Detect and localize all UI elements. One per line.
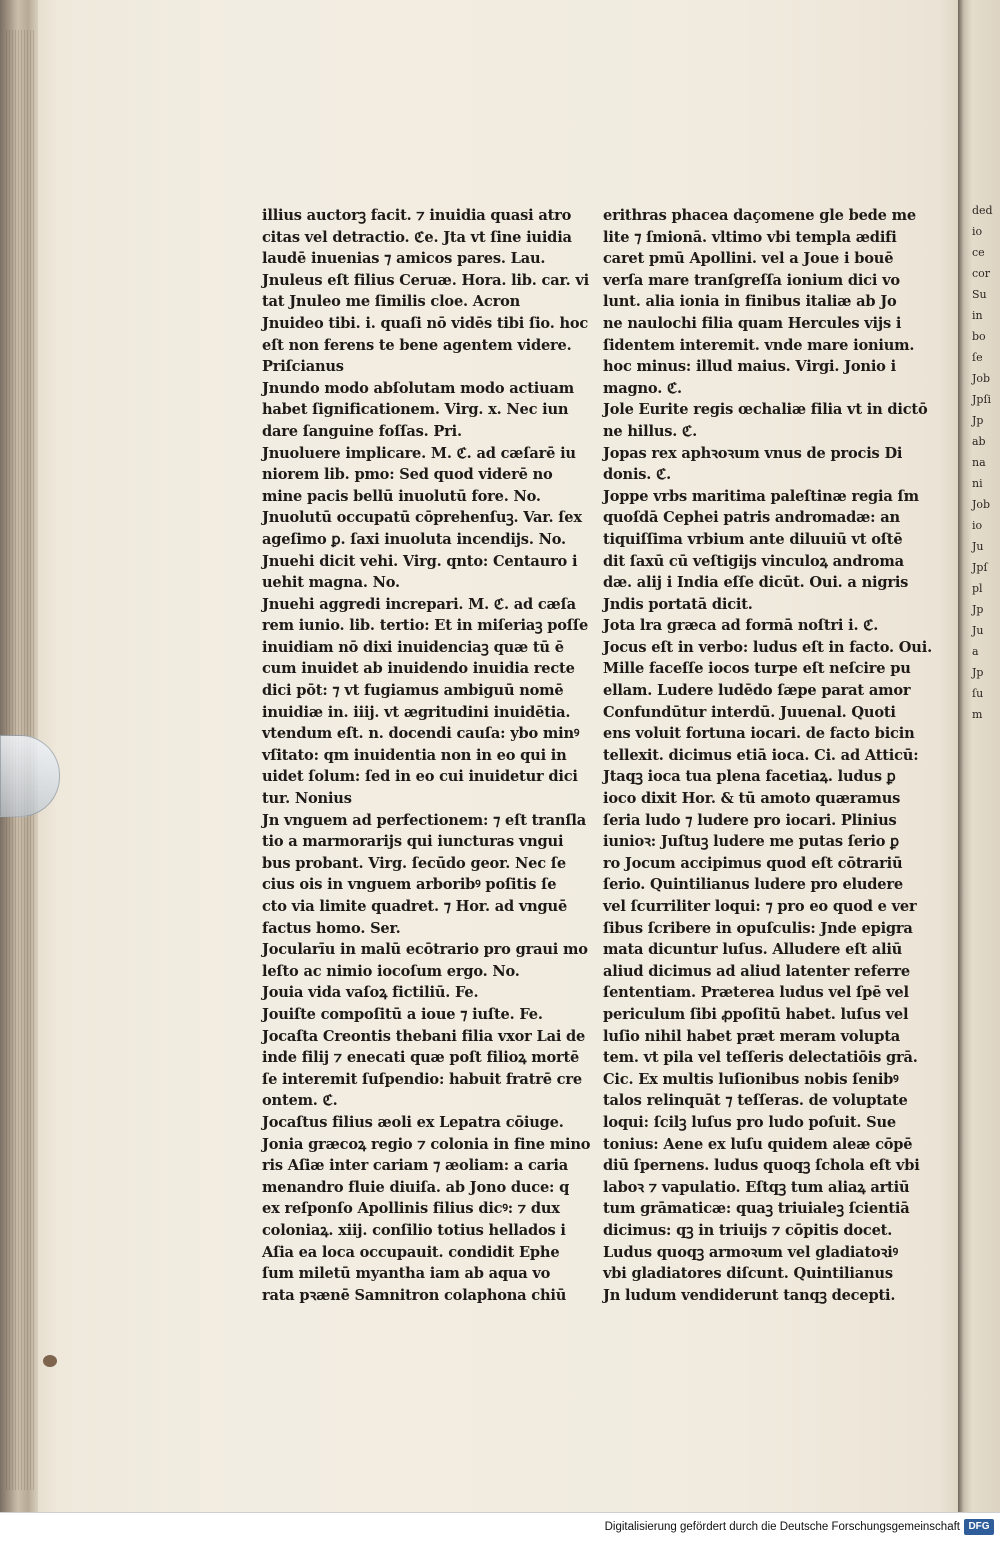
text-line: vtendum eſt. n. docendi cauſa: ybo minꝰ [262,725,580,743]
text-line: donis. ℭ. [603,466,672,484]
text-line: luſio nihil habet præt meram volupta [603,1027,901,1045]
text-line: Jnundo modo abſolutam modo actiuam [262,379,575,397]
text-line: Su [972,288,987,301]
text-line: pl [972,582,983,595]
text-line: Jp [972,603,984,616]
text-line: Jocularīu in malū ecōtrario pro graui mo [262,941,588,959]
text-line: Jnuolutū occupatū cōprehenſuꝫ. Var. ſex [262,509,582,527]
text-line: inuidiæ in. iiij. vt ægritudini inuidētia. [262,703,571,721]
text-line: Jp [972,414,984,427]
text-line: cius ois in vnguem arboribꝰ poſitis ſe [262,876,557,894]
dfg-logo: DFG [964,1519,994,1535]
text-line: niorem lib. pmo: Sed quod viderē no [262,466,553,484]
text-line: lite ⁊ ſmionā. vltimo vbi templa ædifi [603,228,897,246]
text-line: ſum miletū myantha iam ab aqua vo [262,1265,551,1283]
text-line: quoſdā Cephei patris andromadæ: an [603,509,900,527]
text-line: tat Jnuleo me ſimilis cloe. Acron [262,293,521,311]
text-line: menandro fluie diuiſa. ab Jono duce: q [262,1178,570,1196]
text-line: Jota lra græca ad formā noſtri i. ℭ. [603,617,879,635]
text-line: Jnuleus eſt filius Ceruæ. Hora. lib. car. vi [262,271,590,289]
text-line: habet ſignificationem. Virg. x. Nec iun [262,401,569,419]
text-line: illius auctorꝫ facit. ⁊ inuidia quasi atro [262,207,572,224]
text-line: uidet ſolum: ſed in eo cui inuidetur dici [262,768,578,786]
text-line: ſerio. Quintilianus ludere pro eludere [603,876,903,894]
text-column-left [262,205,591,1306]
text-line: ſeria ludo ⁊ ludere pro iocari. Plinius [603,811,897,829]
text-line: citas vel detractio. ℭe. Jta vt ſine iuidia [262,228,572,246]
text-line: tellexit. dicimus etiā ioca. Ci. ad Atticū: [603,746,919,764]
text-line: ioco dixit Hor. & tū amoto quæramus [603,790,901,808]
text-line: tiquiſſima vrbium ante diluuiū vt oſtē [603,530,903,548]
text-line: factus homo. Ser. [262,919,401,937]
text-line: Jp [972,666,984,679]
text-line: Jocaſtus filius æoli ex Lepatra cōiuge. [262,1113,564,1131]
adjacent-page-text [972,200,1000,725]
text-line: rata pꝛænē Samnitron colaphona chiū [262,1286,567,1304]
text-line: Joppe vrbs maritima paleſtinæ regia ſm [603,487,919,505]
text-line: cor [972,267,991,280]
text-line: lunt. alia ionia in finibus italiæ ab Jo [603,293,897,311]
text-line: inuidiam nō dixi inuidenciaꝫ quæ tū ē [262,638,564,656]
text-line: ab [972,435,986,448]
text-line: bo [972,330,986,343]
text-line: Ludus quoqꝫ armoꝛum vel gladiatoꝛiꝰ [603,1243,898,1261]
text-line: Jnuoluere implicare. M. ℭ. ad cæſarē iu [262,444,576,462]
text-line: in [972,309,983,322]
text-line: vbi gladiatores diſcunt. Quintilianus [603,1265,893,1283]
text-line: Jndis portatā dicit. [603,595,753,613]
text-line: laboꝛ ⁊ vapulatio. Eſtqꝫ tum aliaꝝ artiū [603,1178,910,1196]
text-line: mine pacis bellū inuolutū fore. No. [262,487,541,505]
text-line: Priſcianus [262,358,344,376]
text-column-right [603,205,932,1306]
text-line: ni [972,477,983,490]
text-line: talos relinquāt ⁊ teſſeras. de voluptate [603,1092,908,1110]
text-line: Mille faceſſe iocos turpe eſt neſcire pu [603,660,911,678]
text-line: dæ. alij i India eſſe dicūt. Oui. a nigris [603,574,909,592]
text-line: io [972,225,983,238]
text-line: a [972,645,979,658]
text-line: Jnuideo tibi. i. quaſi nō vidēs tibi ſio. hoc [262,314,589,332]
text-line: ſidentem interemit. vnde mare ionium. [603,336,915,354]
text-line: inde filij ⁊ enecati quæ poſt filioꝝ mortē [262,1049,580,1067]
text-line: dicimus: qꝫ in triuijs ⁊ cōpitis docet. [603,1221,893,1239]
text-line: Jouiſte compoſitū a ioue ⁊ iuſte. Fe. [262,1005,543,1023]
text-line: cum inuidet ab inuidendo inuidia recte [262,660,575,678]
text-line: Ju [972,540,984,553]
text-line: tum grāmaticæ: quaꝫ triuialeꝫ ſcientiā [603,1200,910,1218]
text-line: Aſia ea loca occupauit. condidit Ephe [262,1243,560,1261]
text-line: leſto ac nimio iocoſum ergo. No. [262,962,520,980]
text-line: Jnuehi aggredi increpari. M. ℭ. ad cæſa [262,595,576,613]
text-line: m [972,708,983,721]
text-line: Jnuehi dicit vehi. Virg. qnto: Centauro i [262,552,578,570]
text-line: ce [972,246,985,259]
text-line: ellam. Ludere ludēdo ſæpe parat amor [603,682,911,700]
text-line: ro Jocum accipimus quod eſt cōtrariū [603,854,903,872]
text-line: ſibus ſcribere in opuſculis: Jnde epigra [603,919,913,937]
text-line: Jopas rex aphꝛoꝛum vnus de procis Di [603,444,903,462]
text-line: loqui: ſcilꝫ luſus pro ludo poſuit. Sue [603,1113,897,1131]
text-line: ageſimo ꝑ. ſaxi inuoluta incendijs. No. [262,530,566,548]
text-line: Jole Eurite regis œchaliæ filia vt in dictō [603,401,928,419]
text-line: ne hillus. ℭ. [603,422,697,440]
text-line: vſitato: qm inuidentia non in eo qui in [262,746,567,764]
text-line: mata dicuntur luſus. Alludere eſt aliū [603,941,903,959]
text-line: Jn ludum vendiderunt tanqꝫ decepti. [603,1286,896,1304]
text-line: Jpſ [972,561,988,574]
text-line: tem. vt pila vel teſſeris delectatiōis grā. [603,1049,918,1067]
text-line: ens voluit fortuna iocari. de facto bicin [603,725,915,743]
text-line: Job [972,372,991,385]
ink-stain [43,1355,57,1367]
text-line: Jonia græcoꝝ regio ⁊ colonia in fine mino [262,1135,591,1153]
text-line: ontem. ℭ. [262,1092,338,1110]
text-line: Jouia vida vaſoꝝ fictiliū. Fe. [262,984,479,1002]
text-line: ſe [972,351,983,364]
text-line: ſe interemit ſuſpendio: habuit fratrē cre [262,1070,582,1088]
text-line: io [972,519,983,532]
text-line: vel ſcurriliter loqui: ⁊ pro eo quod e ver [603,898,917,915]
funding-credit: Digitalisierung gefördert durch die Deutsche Forschungsgemeinschaft [604,1521,960,1533]
text-line: ſententiam. Præterea ludus vel ſpē vel [603,984,909,1002]
text-line: magno. ℭ. [603,379,682,397]
text-line: erithras phacea daçomene gle bede me [603,207,916,224]
text-line: Confundūtur interdū. Juuenal. Quoti [603,703,896,721]
text-line: na [972,456,986,469]
text-line: laudē inuenias ⁊ amicos pares. Lau. [262,250,546,268]
text-line: cto via limite quadret. ⁊ Hor. ad vnguē [262,898,568,915]
text-line: diū ſpernens. ludus quoqꝫ ſchola eſt vbi [603,1157,920,1175]
text-line: dici pōt: ⁊ vt fugiamus ambiguū nomē [262,682,564,700]
text-line: Ju [972,624,984,637]
text-line: tur. Nonius [262,790,352,808]
text-line: ded [972,204,993,217]
text-line: iunioꝛ: Juſtuꝫ ludere me putas ſerio ꝑ [603,833,899,851]
text-line: Jn vnguem ad perfectionem: ⁊ eſt tranſla [262,811,586,829]
text-line: caret pmū Apollini. vel a Joue i bouē [603,250,894,268]
text-line: rem iunio. lib. tertio: Et in miſeriaꝫ poſſe [262,617,589,635]
text-line: tonius: Aene ex luſu quidem aleæ cōpē [603,1135,913,1153]
text-line: Cic. Ex multis luſionibus nobis ſenibꝰ [603,1070,899,1088]
text-line: bus probant. Virg. ſecūdo geor. Nec ſe [262,854,566,872]
text-line: Jocus eſt in verbo: ludus eſt in facto. Oui. [603,638,932,656]
text-line: uehit magna. No. [262,574,400,592]
text-line: ex reſponſo Apollinis filius dicꝰ: ⁊ dux [262,1200,560,1218]
text-line: ris Aſiæ inter cariam ⁊ æoliam: a caria [262,1157,569,1175]
text-line: Jocaſta Creontis thebani filia vxor Lai de [262,1027,586,1045]
text-line: ſu [972,687,984,700]
text-line: aliud dicimus ad aliud latenter referre [603,962,910,980]
text-line: coloniaꝝ. xiij. conſilio totius hellados i [262,1221,566,1239]
text-line: ne naulochi filia quam Hercules vijs i [603,314,902,332]
text-line: tio a marmorarijs qui iuncturas vngui [262,833,564,851]
text-line: Jpſi [972,393,992,406]
text-line: Jtaqꝫ ioca tua plena facetiaꝝ. ludus ꝑ [603,768,896,786]
text-line: verſa mare tranſgreſſa ionium dici vo [603,271,900,289]
text-line: dit ſaxū cū veſtigijs vinculoꝝ androma [603,552,904,570]
footer-bar [0,1512,1000,1542]
text-line: periculum ſibi ꝓpoſitū habet. luſus vel [603,1005,909,1023]
text-line: Job [972,498,991,511]
text-line: dare ſanguine foſſas. Pri. [262,422,462,440]
text-line: hoc minus: illud maius. Virgi. Jonio i [603,358,896,376]
text-line: eſt non ferens te bene agentem videre. [262,336,572,354]
